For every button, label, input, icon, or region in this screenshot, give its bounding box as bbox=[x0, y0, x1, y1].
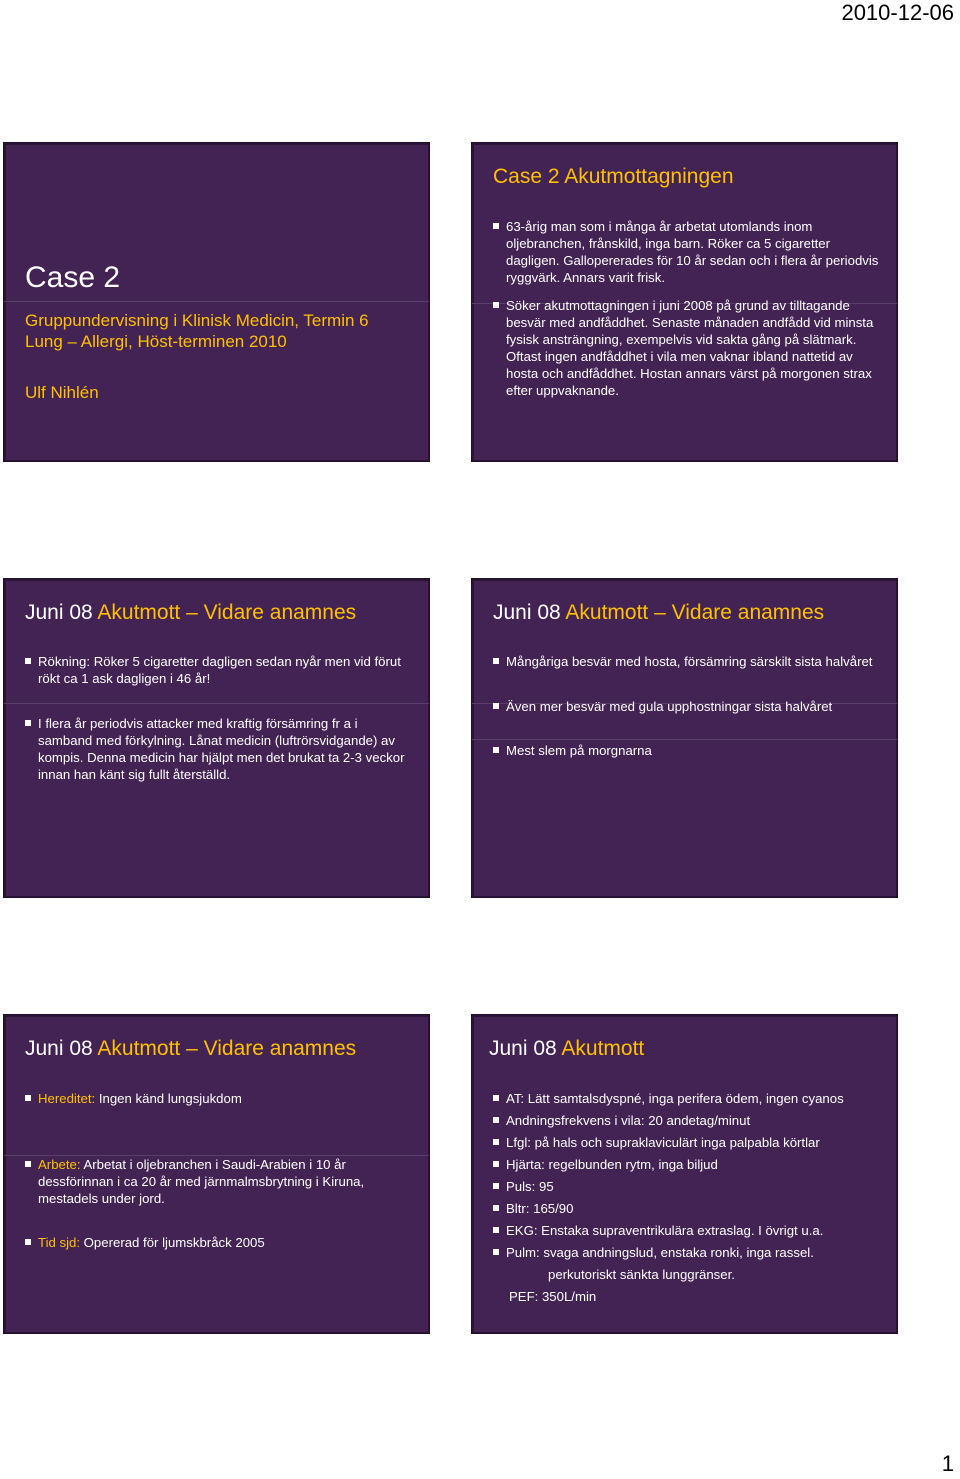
slide-title: Juni 08 Akutmott – Vidare anamnes bbox=[25, 601, 357, 624]
slide-title: Juni 08 Akutmott – Vidare anamnes bbox=[25, 1037, 357, 1060]
bullet-item: Andningsfrekvens i vila: 20 andetag/minut bbox=[493, 1112, 879, 1129]
bullet-item: 63-årig man som i många år arbetat utomlands inom oljebranchen, frånskild, inga barn. Röker ca 5 cigaretter dagligen. Gallopererades för 10 år sedan och i flera år periodvis ryggvärk. Annars varit frisk. bbox=[493, 218, 879, 286]
bullet-item: Söker akutmottagningen i juni 2008 på grund av tilltagande besvär med andfåddhet. Senaste månaden andfådd vid minsta fysisk ansträngning, exempelvis vid sakta gång på slätmark. Oftast ingen andfåddhet i vila men vaknar ibland nattetid av hosta och andfåddhet. Hostan annars värst på morgonen strax efter uppvaknande. bbox=[493, 297, 879, 399]
bullet-item: I flera år periodvis attacker med kraftig försämring fr a i samband med förkylning. Lånat medicin (luftrörsvidgande) av kompis. Denna medicin har hjälpt men det brukat ta 2-3 veckor innan han känt sig fullt återställd. bbox=[25, 715, 411, 783]
slide-title: Case 2 bbox=[25, 261, 121, 294]
continuation-line: perkutoriskt sänkta lunggränser. bbox=[548, 1267, 735, 1282]
bullet-item: Tid sjd: Opererad för ljumskbråck 2005 bbox=[25, 1234, 411, 1251]
slide-title: Juni 08 Akutmott bbox=[489, 1037, 645, 1060]
page-number: 1 bbox=[941, 1451, 954, 1476]
bullet-list bbox=[493, 653, 879, 759]
slide-3 bbox=[3, 578, 430, 898]
bullet-item: EKG: Enstaka supraventrikulära extraslag. I övrigt u.a. bbox=[493, 1222, 879, 1239]
slide-4 bbox=[471, 578, 898, 898]
print-date: 2010-12-06 bbox=[841, 0, 954, 25]
bullet-list bbox=[25, 1090, 411, 1251]
bullet-item: Även mer besvär med gula upphostningar sista halvåret bbox=[493, 698, 879, 715]
slide-title: Juni 08 Akutmott – Vidare anamnes bbox=[493, 601, 825, 624]
bullet-item: AT: Lätt samtalsdyspné, inga perifera ödem, ingen cyanos bbox=[493, 1090, 879, 1107]
bullet-item: Mest slem på morgnarna bbox=[493, 742, 879, 759]
slide-subtitle: Gruppundervisning i Klinisk Medicin, Termin 6 Lung – Allergi, Höst-terminen 2010 bbox=[25, 311, 369, 351]
bullet-item: Mångåriga besvär med hosta, försämring särskilt sista halvåret bbox=[493, 653, 879, 670]
slide-1-title bbox=[3, 142, 430, 462]
slide-author: Ulf Nihlén bbox=[25, 383, 99, 402]
bullet-list bbox=[25, 653, 411, 783]
bullet-item: Puls: 95 bbox=[493, 1178, 879, 1195]
bullet-item: Hjärta: regelbunden rytm, inga biljud bbox=[493, 1156, 879, 1173]
slide-2 bbox=[471, 142, 898, 462]
bullet-item: Bltr: 165/90 bbox=[493, 1200, 879, 1217]
slide-title: Case 2 Akutmottagningen bbox=[493, 165, 734, 188]
slide-5 bbox=[3, 1014, 430, 1334]
slide-6 bbox=[471, 1014, 898, 1334]
bullet-item: Hereditet: Ingen känd lungsjukdom bbox=[25, 1090, 411, 1107]
bullet-item: Lfgl: på hals och supraklaviculärt inga palpabla körtlar bbox=[493, 1134, 879, 1151]
divider bbox=[4, 301, 429, 302]
bullet-item: Pulm: svaga andningslud, enstaka ronki, inga rassel. bbox=[493, 1244, 879, 1261]
bullet-list bbox=[493, 1090, 879, 1305]
bullet-list bbox=[493, 218, 879, 399]
pef-value: PEF: 350L/min bbox=[509, 1289, 597, 1304]
bullet-item: Arbete: Arbetat i oljebranchen i Saudi-Arabien i 10 år dessförinnan i ca 20 år med järnmalmsbrytning i Kiruna, mestadels under jord. bbox=[25, 1156, 411, 1207]
bullet-item: Rökning: Röker 5 cigaretter dagligen sedan nyår men vid förut rökt ca 1 ask dagligen i 46 år! bbox=[25, 653, 411, 687]
